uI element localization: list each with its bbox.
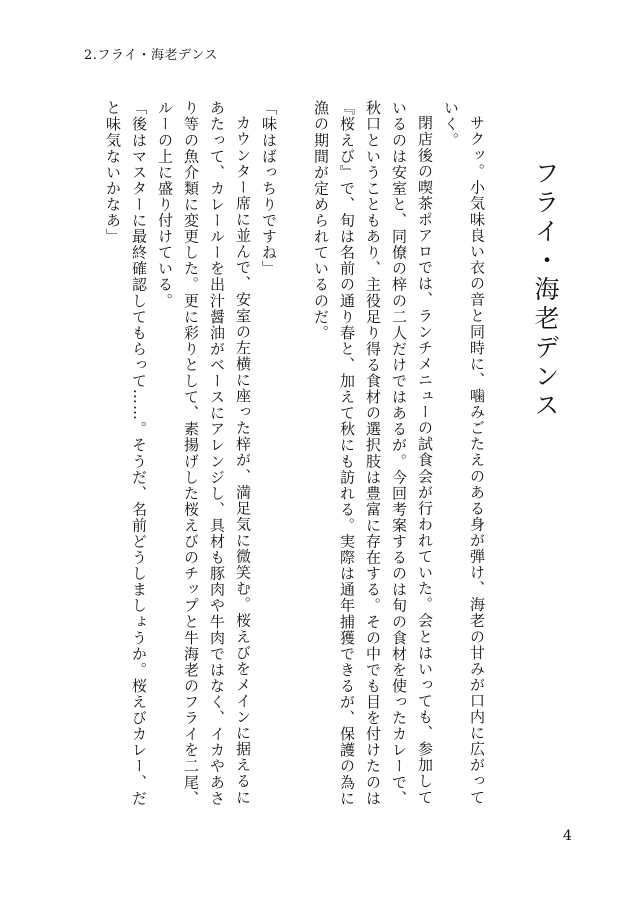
paragraph-setting: 閉店後の喫茶ポアロでは、ランチメニューの試食会が行われていた。会とはいっても、参加しているのは安室と、同僚の梓の二人だけではあるが。今回考案するのは旬の食材を使ったカレーで、秋口ということもあり、主役足り得る食材の選択肢は豊富に存在する。その中でも目を付けたのは『桜えび』で、旬は名前の通り春と、加えて秋にも訪れる。実際は通年捕獲できるが、保護の為に漁の期間が定められているのだ。: [312, 100, 434, 807]
paragraph-description: カウンター席に並んで、安室の左横に座った梓が、満足気に微笑む。桜えびをメインに据えるにあたって、カレールーを出汁醤油がベースにアレンジし、具材も豚肉や牛肉ではなく、イカやあさり等の魚介類に変更した。更に彩りとして、素揚げした桜えびのチップと牛海老のフライを二尾、ルーの上に盛り付けている。: [156, 100, 252, 807]
dialogue-line: 「味はばっちりですね」: [260, 100, 278, 277]
running-header: 2.フライ・海老デンス: [84, 48, 218, 63]
page-number: 4: [563, 828, 572, 844]
chapter-title: フライ・海老デンス: [531, 160, 560, 421]
vertical-text-body: [80, 100, 560, 820]
dialogue-line: 「後はマスターに最終確認してもらって……。そうだ、名前どうしましょうか。桜えびカレー、だと味気ないかなあ」: [104, 100, 148, 807]
paragraph-opening: サクッ。小気味良い衣の音と同時に、噛みごたえのある身が弾け、海老の甘みが口内に広がっていく。: [442, 100, 486, 806]
